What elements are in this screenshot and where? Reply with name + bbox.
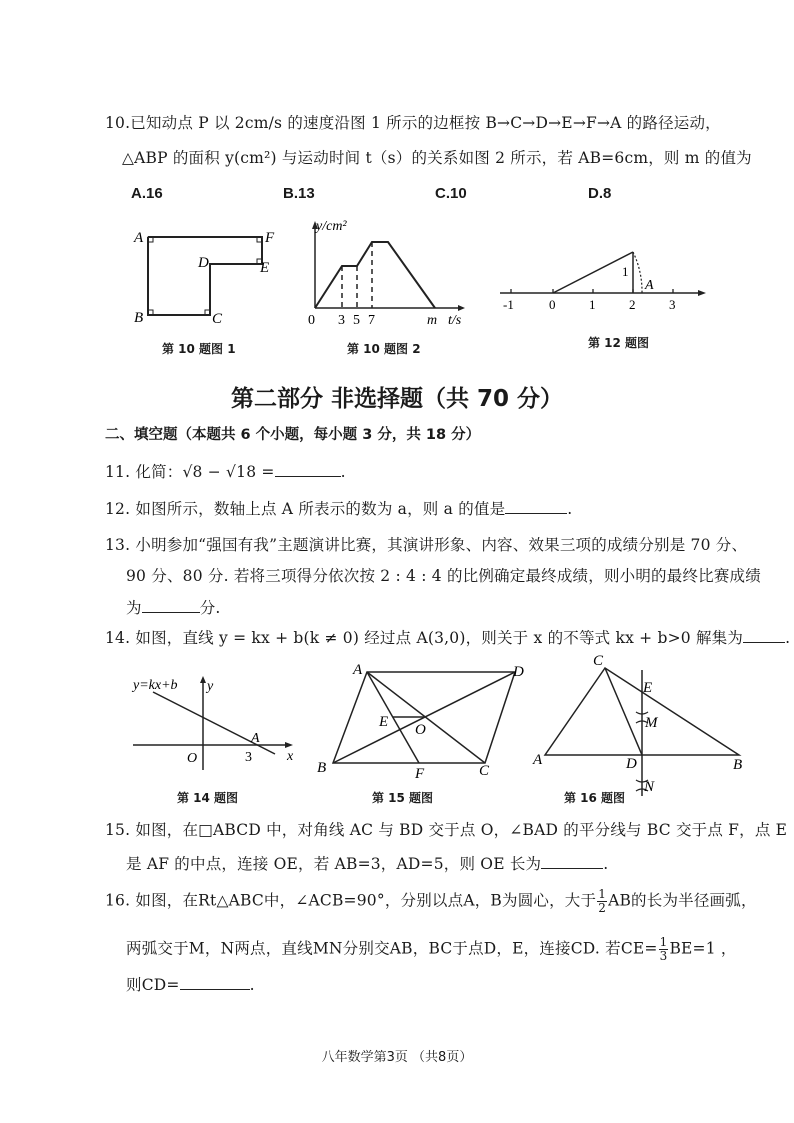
- fig12-tick-0: 0: [549, 297, 556, 312]
- q10-line2: △ABP 的面积 y(cm²) 与运动时间 t（s）的关系如图 2 所示，若 AB=6cm，则 m 的值为: [122, 149, 752, 167]
- fig10-1-caption: 第 10 题图 1: [162, 342, 236, 356]
- fig10-1-label-d: D: [198, 255, 209, 271]
- fig10-1-label-f: F: [265, 230, 275, 246]
- section-2-heading: 二、填空题（本题共 6 个小题，每小题 3 分，共 18 分）: [105, 427, 481, 443]
- q16-text-3: 则CD=: [126, 976, 180, 994]
- fig10-2-caption: 第 10 题图 2: [347, 342, 421, 356]
- q14-text: 14. 如图，直线 y = kx + b(k ≠ 0) 经过点 A(3,0)，则关于 x 的不等式 kx + b>0 解集为: [105, 629, 744, 647]
- fig14-label-x: x: [287, 749, 294, 764]
- q10-option-d: D.8: [588, 185, 612, 202]
- fig14-label-a: A: [251, 731, 260, 746]
- fig16-label-c: C: [593, 653, 604, 669]
- q10-option-c: C.10: [435, 185, 467, 202]
- figure-12: [495, 240, 710, 315]
- fig10-2-tick-0: 0: [308, 313, 315, 328]
- page-footer: 八年数学第3页 （共8页）: [321, 1050, 473, 1065]
- q13-line3: [126, 596, 221, 618]
- fig14-label-3: 3: [245, 750, 252, 765]
- fig12-tick-1: 1: [589, 297, 596, 312]
- fig16-label-m: M: [645, 715, 658, 731]
- fig15-label-c: C: [479, 763, 490, 779]
- q16-answer-blank: [180, 975, 250, 990]
- q14-answer-blank: [743, 628, 785, 643]
- fig12-caption: 第 12 题图: [588, 336, 650, 350]
- fig10-2-tick-3: 3: [338, 313, 345, 328]
- figure-16: [525, 648, 785, 803]
- fig12-tick-neg1: -1: [503, 297, 514, 312]
- figure-15: [315, 660, 530, 785]
- fig15-label-a: A: [353, 662, 363, 678]
- q10-number: 10.: [105, 114, 131, 132]
- fig12-label-a: A: [645, 278, 654, 293]
- q15-end: .: [603, 855, 609, 873]
- fig16-label-a: A: [533, 752, 543, 768]
- fig15-caption: 第 15 题图: [372, 791, 434, 805]
- q15-line1: 15. 如图，在□ABCD 中，对角线 AC 与 BD 交于点 O，∠BAD 的平分线与 BC 交于点 F，点 E: [105, 821, 788, 839]
- q12-text: 12. 如图所示，数轴上点 A 所表示的数为 a，则 a 的值是: [105, 500, 506, 518]
- q16-end: .: [249, 976, 255, 994]
- q10-text-1: 已知动点 P 以 2cm/s 的速度沿图 1 所示的边框按 B→C→D→E→F→A 的路径运动，: [130, 114, 721, 132]
- figure-10-2: [300, 212, 475, 330]
- q13-answer-blank: [142, 598, 200, 613]
- fig15-label-o: O: [415, 722, 426, 738]
- q16-text-1a: 16. 如图，在Rt△ABC中，∠ACB=90°，分别以点A，B为圆心，大于: [105, 891, 597, 910]
- fig12-tick-3: 3: [669, 297, 676, 312]
- fig10-2-tick-m: m: [427, 313, 438, 328]
- q11-text: 11. 化简：√8 − √18 =: [105, 463, 275, 481]
- q13-line2: 90 分、80 分. 若将三项得分依次按 2 : 4 : 4 的比例确定最终成绩，则小明的最终比赛成绩: [126, 567, 761, 585]
- q16-text-2a: 两弧交于M，N两点，直线MN分别交AB，BC于点D，E，连接CD. 若CE=: [126, 939, 658, 958]
- q15-text-2: 是 AF 的中点，连接 OE，若 AB=3，AD=5，则 OE 长为: [126, 855, 542, 873]
- q13-text-3b: 分.: [199, 599, 221, 617]
- q15-answer-blank: [541, 854, 603, 869]
- q10-line1: [105, 111, 721, 133]
- q12: [105, 497, 572, 519]
- part2-title: 第二部分 非选择题（共 70 分）: [230, 386, 564, 412]
- q15-line2: [126, 852, 608, 874]
- q16-line3: [126, 973, 255, 995]
- fig12-tick-2: 2: [629, 297, 636, 312]
- q12-end: .: [567, 500, 573, 518]
- fig15-label-f: F: [415, 766, 425, 782]
- q11: [105, 460, 346, 482]
- q12-answer-blank: [505, 499, 567, 514]
- q11-end: .: [340, 463, 346, 481]
- q11-answer-blank: [275, 462, 341, 477]
- fig10-2-xlabel: t/s: [448, 313, 462, 328]
- fig14-label-o: O: [187, 751, 198, 766]
- fig10-1-label-c: C: [212, 311, 223, 327]
- q16-text-2b: BE=1 ，: [669, 939, 737, 958]
- q16-frac2-num: 1: [659, 935, 668, 949]
- figure-10-1: [130, 222, 280, 334]
- q13-text-3a: 为: [126, 599, 142, 617]
- q10-option-a: A.16: [131, 185, 163, 202]
- q16-line2: [126, 936, 737, 963]
- fig10-1-label-b: B: [134, 310, 144, 326]
- fig16-label-d: D: [626, 756, 637, 772]
- fig12-label-1: 1: [622, 264, 629, 279]
- fig16-caption: 第 16 题图: [564, 791, 626, 805]
- fig16-label-e: E: [643, 680, 653, 696]
- fig16-label-n: N: [644, 779, 655, 795]
- q14-end: .: [785, 629, 791, 647]
- figure-14: [125, 672, 310, 782]
- q16-fraction-third: [659, 936, 669, 963]
- fig10-1-label-a: A: [134, 230, 144, 246]
- fig16-label-b: B: [733, 757, 743, 773]
- q16-line1: [105, 888, 757, 915]
- q16-frac1-den: 2: [598, 901, 607, 915]
- fig10-1-label-e: E: [260, 260, 270, 276]
- q14: [105, 626, 790, 648]
- fig10-2-ylabel: y/cm²: [316, 219, 347, 234]
- q10-option-b: B.13: [283, 185, 315, 202]
- q16-fraction-half: [597, 888, 607, 915]
- fig10-2-tick-5: 5: [353, 313, 360, 328]
- q16-text-1b: AB的长为半径画弧，: [608, 891, 757, 910]
- fig14-eq: y=kx+b: [133, 678, 178, 693]
- fig15-label-b: B: [317, 760, 327, 776]
- q13-line1: 13. 小明参加“强国有我”主题演讲比赛，其演讲形象、内容、效果三项的成绩分别是 70 分、: [105, 536, 748, 554]
- fig10-2-tick-7: 7: [368, 313, 375, 328]
- fig14-label-y: y: [207, 679, 214, 694]
- fig15-label-d: D: [513, 664, 524, 680]
- q16-frac1-num: 1: [598, 887, 607, 901]
- fig15-label-e: E: [379, 714, 389, 730]
- q16-frac2-den: 3: [659, 949, 668, 963]
- fig14-caption: 第 14 题图: [177, 791, 239, 805]
